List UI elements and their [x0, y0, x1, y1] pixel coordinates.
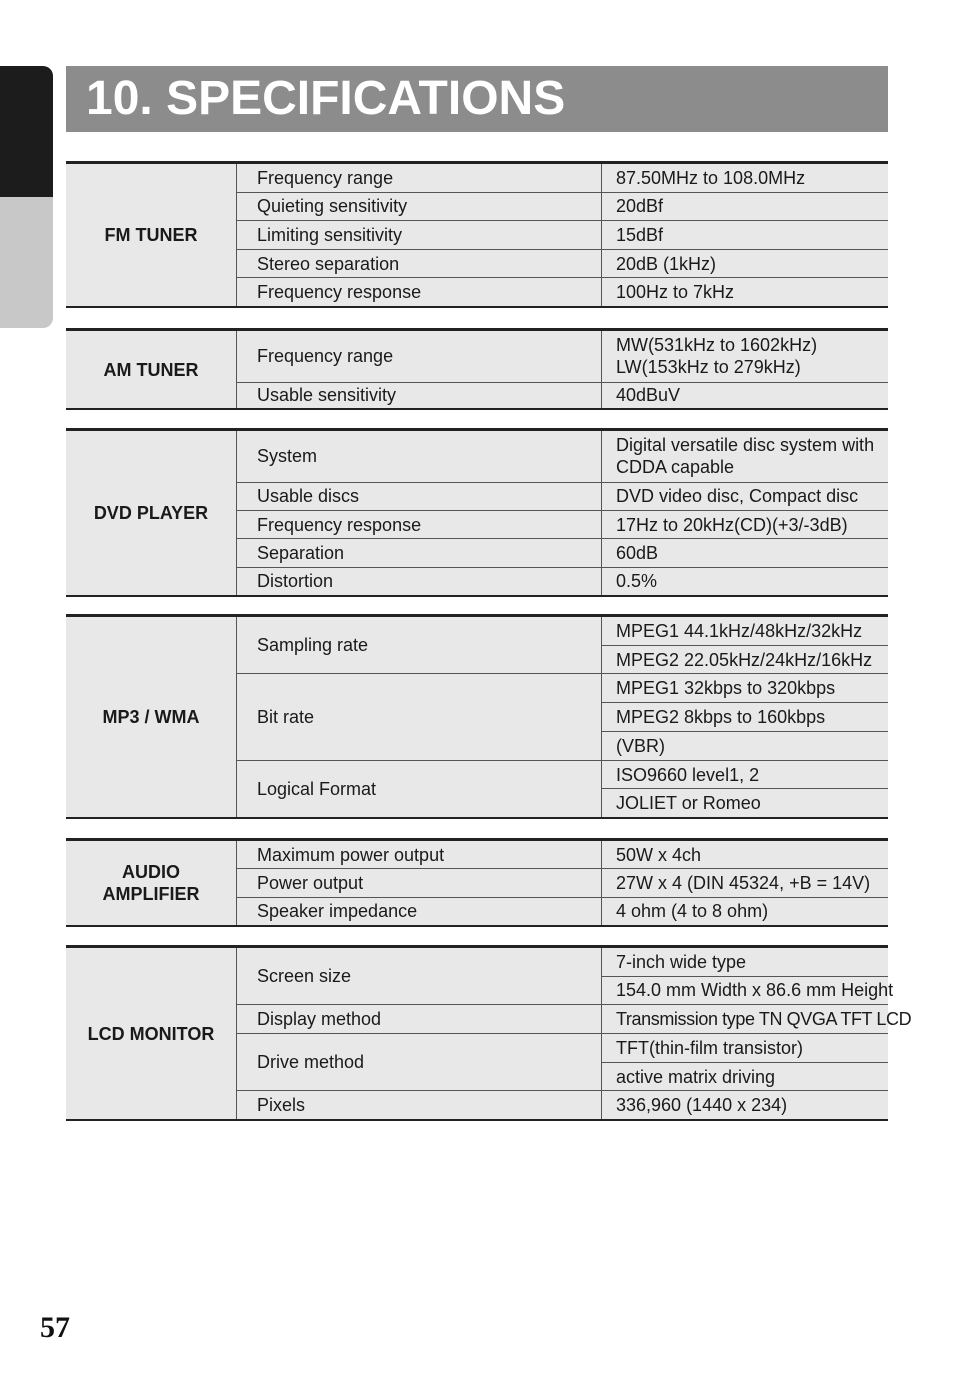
- table-row: [66, 331, 888, 382]
- spec-item: Display method: [237, 1005, 602, 1034]
- mp3-wma-section: [66, 614, 888, 819]
- lcd-monitor-table: [66, 948, 912, 1119]
- spec-value: 60dB: [602, 539, 889, 567]
- spec-value: MPEG1 32kbps to 320kbps: [602, 674, 889, 703]
- spec-item: Bit rate: [237, 674, 602, 760]
- spec-value: 7-inch wide type: [616, 951, 747, 972]
- spec-item: Stereo separation: [237, 249, 602, 278]
- spec-value: MPEG2 22.05kHz/24kHz/16kHz: [602, 645, 889, 674]
- table-row: [66, 948, 888, 976]
- spec-value: 154.0 mm Width x 86.6 mm Height: [602, 976, 889, 1005]
- spec-value: 40dBuV: [602, 382, 889, 408]
- category-label-line: AUDIO: [122, 862, 180, 882]
- spec-value: [602, 431, 889, 482]
- spec-item: Frequency response: [237, 278, 602, 306]
- spec-value: 50W x 4ch: [616, 844, 702, 865]
- lcd-monitor-section: [66, 945, 912, 1121]
- dvd-player-section: [66, 428, 888, 597]
- mp3-wma-table: [66, 617, 888, 817]
- spec-item: Separation: [237, 539, 602, 567]
- fm-tuner-section: [66, 161, 888, 308]
- am-tuner-section: [66, 328, 888, 410]
- spec-value: 15dBf: [602, 221, 889, 250]
- spec-item: Usable sensitivity: [237, 382, 602, 408]
- side-tab-light: [0, 197, 53, 328]
- table-row: [66, 164, 888, 192]
- spec-value: DVD video disc, Compact disc: [602, 482, 889, 510]
- table-row: [66, 841, 888, 869]
- spec-value: 87.50MHz to 108.0MHz: [616, 167, 806, 188]
- spec-value: 4 ohm (4 to 8 ohm): [602, 897, 889, 925]
- title-bar: [66, 66, 888, 132]
- category-label: LCD MONITOR: [66, 948, 237, 1119]
- dvd-player-table: [66, 431, 888, 595]
- category-label: FM TUNER: [66, 164, 237, 306]
- spec-item: Power output: [237, 869, 602, 897]
- spec-value: 100Hz to 7kHz: [602, 278, 889, 306]
- spec-item: Limiting sensitivity: [237, 221, 602, 250]
- spec-value-line: MW(531kHz to 1602kHz): [616, 335, 818, 356]
- category-label: DVD PLAYER: [66, 431, 237, 595]
- category-label-line: AMPLIFIER: [102, 884, 200, 904]
- spec-value: TFT(thin-film transistor): [602, 1033, 889, 1062]
- spec-item: Quieting sensitivity: [237, 192, 602, 221]
- spec-value: MPEG2 8kbps to 160kbps: [602, 703, 889, 732]
- spec-item: Speaker impedance: [237, 897, 602, 925]
- spec-value-line: Digital versatile disc system with: [616, 435, 875, 456]
- spec-value: active matrix driving: [602, 1062, 889, 1091]
- category-label: [66, 841, 237, 925]
- side-tab-dark: [0, 66, 53, 197]
- category-label: AM TUNER: [66, 331, 237, 408]
- spec-item: Frequency range: [237, 164, 602, 192]
- page-number: 57: [40, 1311, 70, 1344]
- spec-value: (VBR): [602, 731, 889, 760]
- spec-item: System: [237, 431, 602, 482]
- spec-item: Distortion: [237, 567, 602, 595]
- spec-value: 20dBf: [602, 192, 889, 221]
- table-row: [66, 431, 888, 482]
- category-label: MP3 / WMA: [66, 617, 237, 817]
- spec-item: Screen size: [237, 948, 602, 1005]
- table-row: [66, 617, 888, 645]
- spec-item: Frequency response: [237, 510, 602, 538]
- spec-value: [602, 331, 889, 382]
- spec-value: 336,960 (1440 x 234): [602, 1091, 889, 1119]
- spec-value-line: CDDA capable: [616, 457, 735, 478]
- audio-amplifier-table: [66, 841, 888, 925]
- spec-value: 27W x 4 (DIN 45324, +B = 14V): [602, 869, 889, 897]
- spec-item: Pixels: [237, 1091, 602, 1119]
- spec-value: Transmission type TN QVGA TFT LCD: [602, 1005, 889, 1034]
- fm-tuner-table: [66, 164, 888, 306]
- am-tuner-table: [66, 331, 888, 408]
- audio-amplifier-section: [66, 838, 888, 927]
- spec-item: Drive method: [237, 1033, 602, 1090]
- page-title: 10. SPECIFICATIONS: [86, 72, 566, 125]
- spec-item: Frequency range: [237, 331, 602, 382]
- spec-value: 20dB (1kHz): [602, 249, 889, 278]
- spec-value: 0.5%: [602, 567, 889, 595]
- spec-item: Usable discs: [237, 482, 602, 510]
- spec-item: Logical Format: [237, 760, 602, 817]
- spec-value-line: LW(153kHz to 279kHz): [616, 357, 801, 378]
- spec-value: JOLIET or Romeo: [602, 789, 889, 817]
- spec-value: ISO9660 level1, 2: [602, 760, 889, 789]
- spec-value: MPEG1 44.1kHz/48kHz/32kHz: [616, 620, 863, 641]
- spec-value: 17Hz to 20kHz(CD)(+3/-3dB): [602, 510, 889, 538]
- spec-item: Sampling rate: [237, 617, 602, 674]
- spec-item: Maximum power output: [237, 841, 602, 869]
